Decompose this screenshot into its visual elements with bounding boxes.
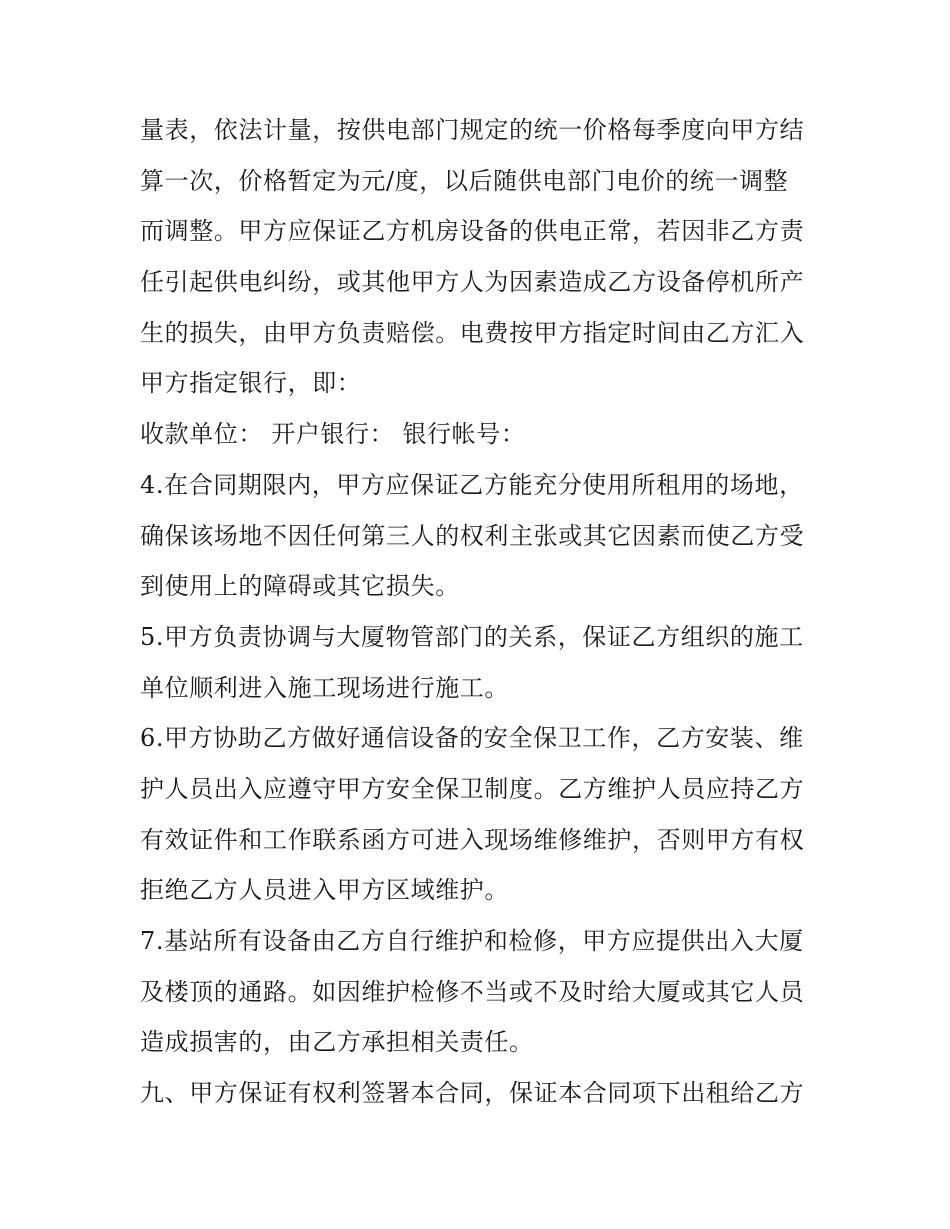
payment-info-line: 收款单位： 开户银行： 银行帐号： — [140, 420, 526, 449]
text-line: 任引起供电纠纷，或其他甲方人为因素造成乙方设备停机所产 — [140, 268, 805, 297]
text-line: 拒绝乙方人员进入甲方区域维护。 — [140, 876, 509, 905]
text-line: 造成损害的，由乙方承担相关责任。 — [140, 1028, 534, 1057]
section-9-line: 九、甲方保证有权利签署本合同，保证本合同项下出租给乙方 — [140, 1079, 805, 1108]
text-line: 有效证件和工作联系函方可进入现场维修维护，否则甲方有权 — [140, 825, 805, 854]
text-line: 而调整。甲方应保证乙方机房设备的供电正常，若因非乙方责 — [140, 217, 805, 246]
text-line: 算一次，价格暂定为元/度，以后随供电部门电价的统一调整 — [140, 166, 789, 195]
text-line: 确保该场地不因任何第三人的权利主张或其它因素而使乙方受 — [140, 521, 805, 550]
text-line: 量表，依法计量，按供电部门规定的统一价格每季度向甲方结 — [140, 116, 805, 144]
contract-text — [140, 105, 830, 1119]
clause-6-line: 6.甲方协助乙方做好通信设备的安全保卫工作，乙方安装、维 — [140, 724, 804, 753]
text-line: 甲方指定银行，即： — [140, 369, 362, 398]
clause-7-line: 7.基站所有设备由乙方自行维护和检修，甲方应提供出入大厦 — [140, 927, 804, 955]
text-line: 生的损失，由甲方负责赔偿。电费按甲方指定时间由乙方汇入 — [140, 318, 805, 347]
text-line: 单位顺利进入施工现场进行施工。 — [140, 673, 509, 702]
text-line: 及楼顶的通路。如因维护检修不当或不及时给大厦或其它人员 — [140, 977, 805, 1006]
clause-4-line: 4.在合同期限内，甲方应保证乙方能充分使用所租用的场地， — [140, 470, 804, 499]
clause-5-line: 5.甲方负责协调与大厦物管部门的关系，保证乙方组织的施工 — [140, 622, 804, 651]
text-line: 到使用上的障碍或其它损失。 — [140, 572, 460, 601]
text-line: 护人员出入应遵守甲方安全保卫制度。乙方维护人员应持乙方 — [140, 774, 805, 803]
